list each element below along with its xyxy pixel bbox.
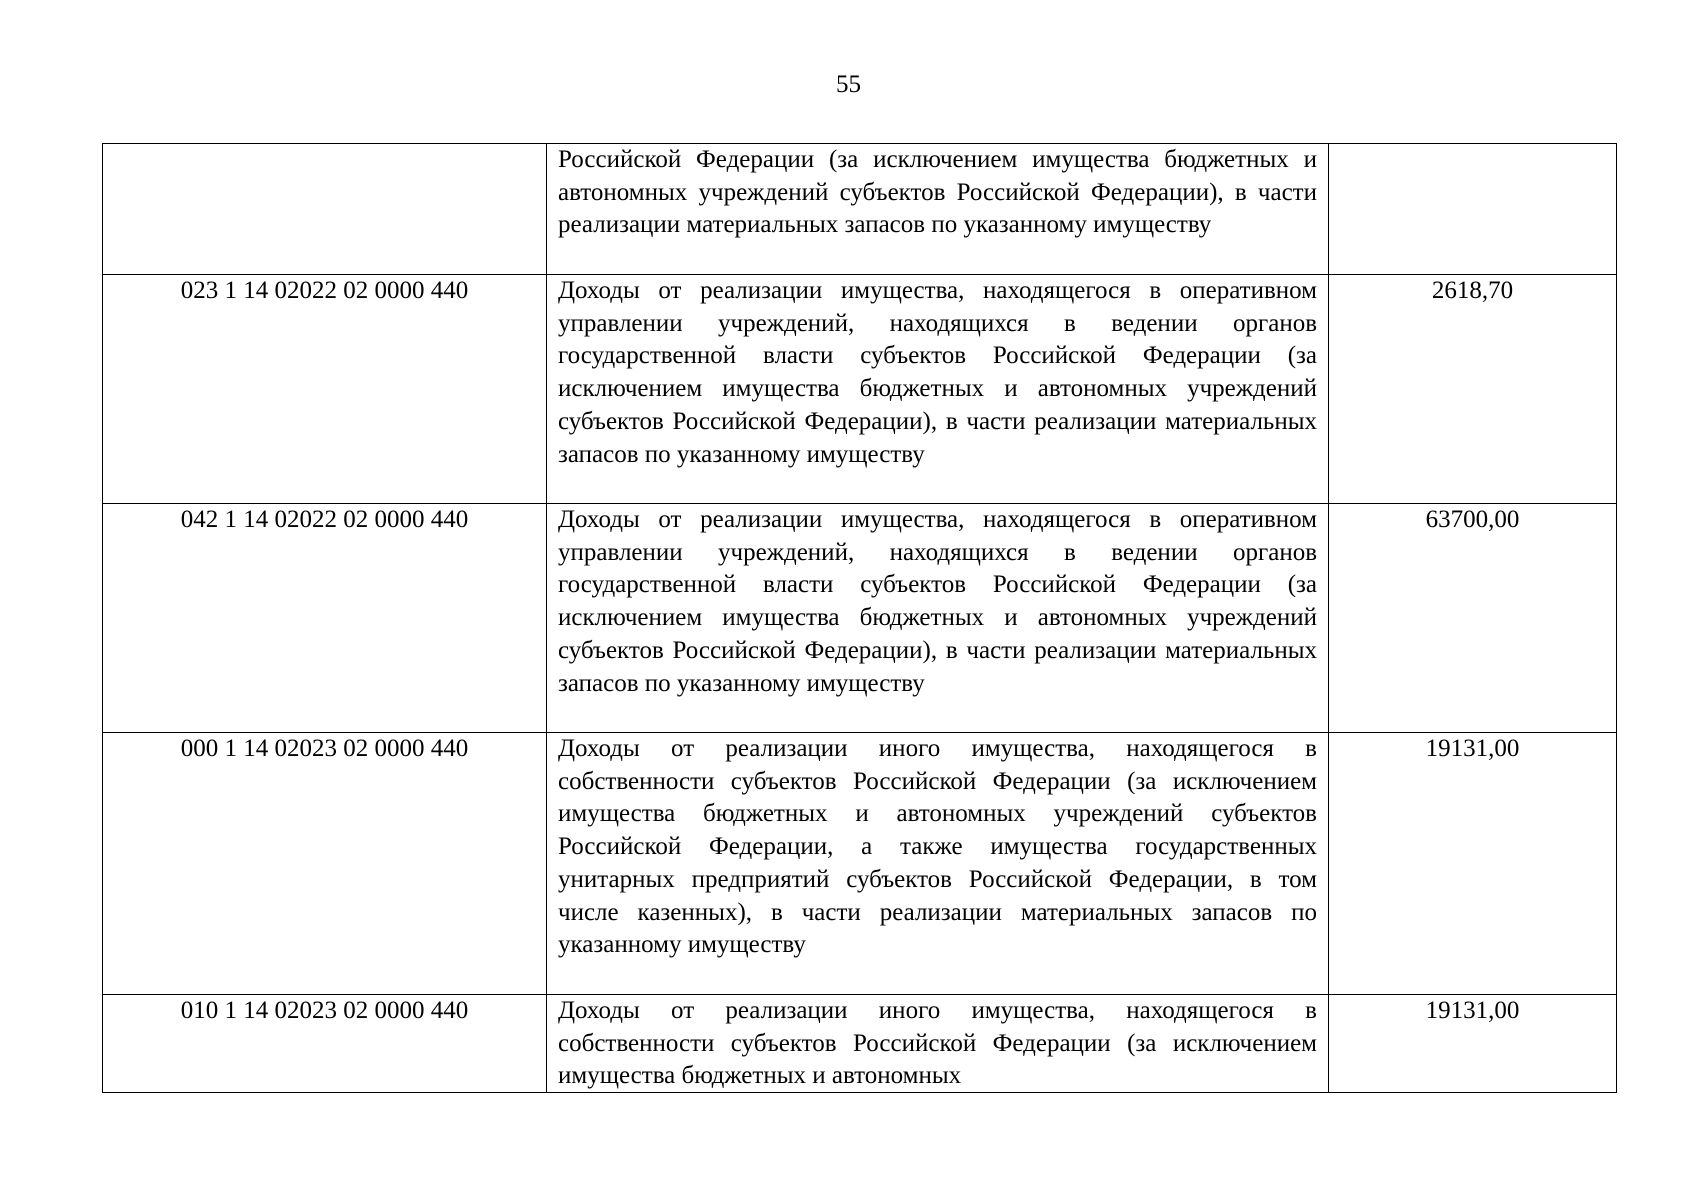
budget-code-cell — [103, 144, 547, 275]
table-row — [103, 144, 1617, 275]
revenue-table — [102, 143, 1617, 1093]
description-cell: Доходы от реализации имущества, находящегося в оперативном управлении учреждений, находящихся в ведении органов государственной власти субъектов Российской Федерации (за исключением имущества бюджетных и автономных учреждений субъектов Российской Федерации), в части реализации материальных запасов по указанному имуществу — [547, 504, 1329, 733]
description-cell: Доходы от реализации имущества, находящегося в оперативном управлении учреждений, находящихся в ведении органов государственной власти субъектов Российской Федерации (за исключением имущества бюджетных и автономных учреждений субъектов Российской Федерации), в части реализации материальных запасов по указанному имуществу — [547, 275, 1329, 504]
amount-cell: 19131,00 — [1329, 733, 1617, 995]
table-row — [103, 733, 1617, 995]
description-text: Доходы от реализации иного имущества, находящегося в собственности субъектов Российской Федерации (за исключением имущества бюджетных и автономных — [558, 997, 1317, 1090]
budget-code-cell: 023 1 14 02022 02 0000 440 — [103, 275, 547, 504]
amount-cell: 63700,00 — [1329, 504, 1617, 733]
table-row — [103, 504, 1617, 733]
amount-cell — [1329, 144, 1617, 275]
amount-cell: 2618,70 — [1329, 275, 1617, 504]
budget-code-cell: 000 1 14 02023 02 0000 440 — [103, 733, 547, 995]
description-cell — [547, 995, 1329, 1093]
table-row — [103, 995, 1617, 1093]
table-row — [103, 275, 1617, 504]
budget-code-cell: 042 1 14 02022 02 0000 440 — [103, 504, 547, 733]
description-cell: Российской Федерации (за исключением имущества бюджетных и автономных учреждений субъектов Российской Федерации), в части реализации материальных запасов по указанному имуществу — [547, 144, 1329, 275]
description-cell: Доходы от реализации иного имущества, находящегося в собственности субъектов Российской Федерации (за исключением имущества бюджетных и автономных учреждений субъектов Российской Федерации, а также имущества государственных унитарных предприятий субъектов Российской Федерации, в том числе казенных), в части реализации материальных запасов по указанному имуществу — [547, 733, 1329, 995]
budget-code-cell: 010 1 14 02023 02 0000 440 — [103, 995, 547, 1093]
page-number: 55 — [836, 71, 861, 98]
amount-cell: 19131,00 — [1329, 995, 1617, 1093]
